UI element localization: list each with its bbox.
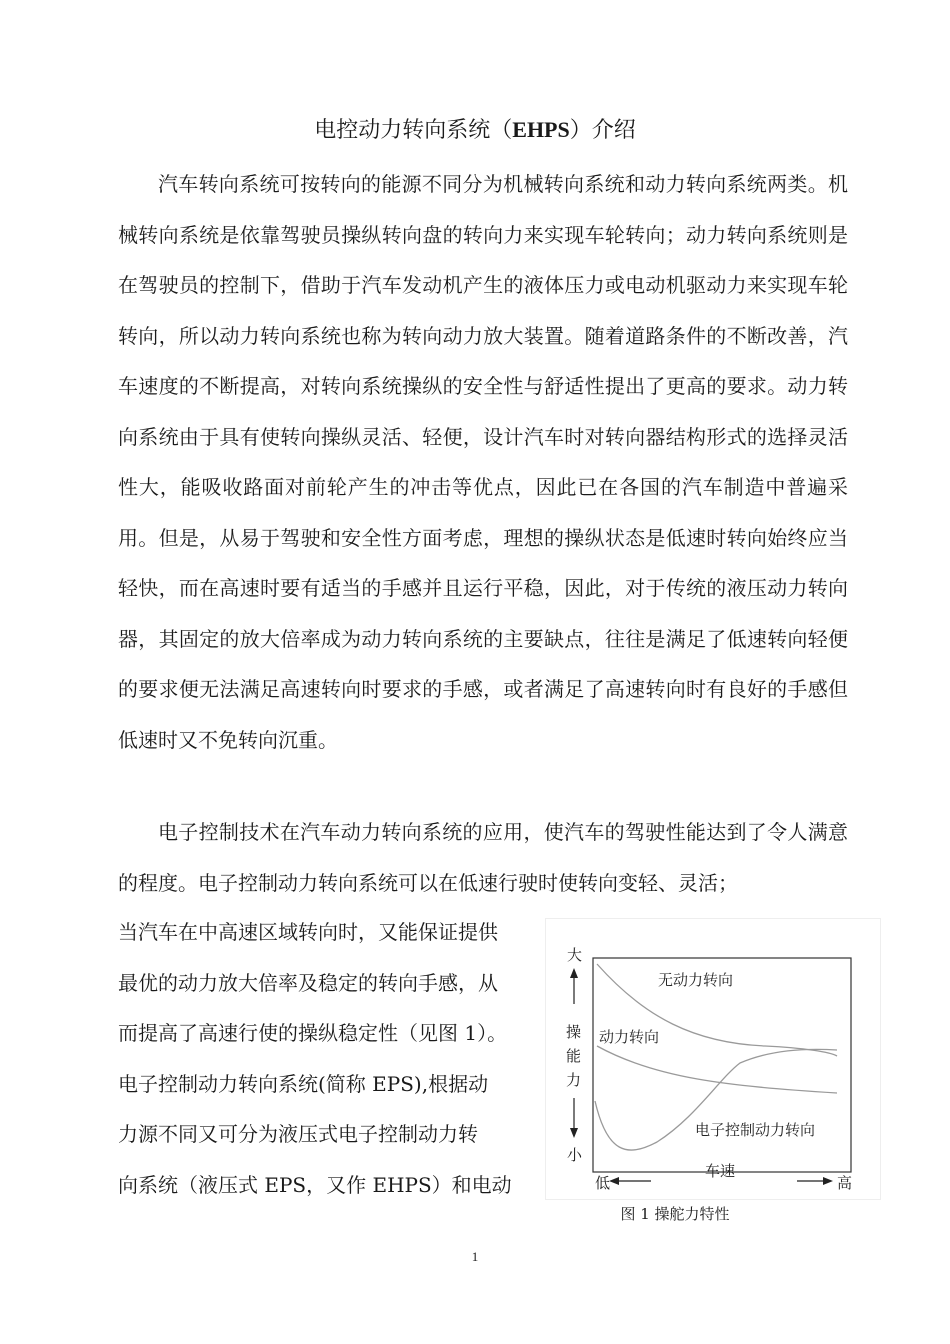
figure-frame [546, 919, 881, 1200]
steering-force-figure [545, 918, 881, 1200]
x-axis-right-label: 高 [837, 1174, 853, 1192]
y-axis-title-char: 力 [566, 1071, 582, 1089]
electronic-power-steering-label: 电子控制动力转向 [695, 1121, 816, 1139]
y-axis-title-char: 能 [566, 1047, 582, 1065]
title-suffix: ）介绍 [569, 118, 636, 143]
figure-caption: 图 1 操舵力特性 [620, 1205, 730, 1223]
right-arrow-icon [823, 1177, 833, 1185]
page-number: 1 [471, 1249, 479, 1264]
left-arrow-icon [609, 1177, 619, 1185]
text-line: 力源不同又可分为液压式电子控制动力转 [118, 1122, 478, 1146]
x-axis-title: 车速 [705, 1162, 736, 1180]
text-line: 最优的动力放大倍率及稳定的转向手感，从 [118, 970, 498, 995]
y-axis-top-label: 大 [567, 946, 583, 964]
up-arrow-icon [570, 968, 578, 978]
page-title [0, 113, 950, 148]
text-line: 电子控制动力转向系统(简称 EPS),根据动 [118, 1071, 489, 1096]
text-line: 当汽车在中高速区域转向时，又能保证提供 [118, 920, 498, 944]
title-acronym: EHPS [512, 117, 570, 142]
power-steering-label: 动力转向 [599, 1028, 660, 1046]
text-line: 向系统（液压式 EPS，又作 EHPS）和电动 [118, 1172, 512, 1197]
x-axis-left-label: 低 [595, 1174, 611, 1192]
y-axis-title-char: 操 [566, 1023, 582, 1041]
no-power-steering-label: 无动力转向 [658, 971, 734, 989]
y-axis-bottom-label: 小 [567, 1146, 583, 1164]
text-line: 而提高了高速行使的操纵稳定性（见图 1）。 [118, 1021, 508, 1045]
paragraph-electronic-control: 电子控制技术在汽车动力转向系统的应用，使汽车的驾驶性能达到了令人满意的程度。电子控制动力转向系统可以在低速行驶时使转向变轻、灵活； [118, 820, 848, 895]
paragraph-intro: 汽车转向系统可按转向的能源不同分为机械转向系统和动力转向系统两类。机械转向系统是依靠驾驶员操纵转向盘的转向力来实现车轮转向；动力转向系统则是在驾驶员的控制下，借助于汽车发动机产生的液体压力或电动机驱动力来实现车轮转向，所以动力转向系统也称为转向动力放大装置。随着道路条件的不断改善，汽车速度的不断提高，对转向系统操纵的安全性与舒适性提出了更高的要求。动力转向系统由于具有使转向操纵灵活、轻便，设计汽车时对转向器结构形式的选择灵活性大，能吸收路面对前轮产生的冲击等优点，因此已在各国的汽车制造中普遍采用。但是，从易于驾驶和安全性方面考虑，理想的操纵状态是低速时转向始终应当轻快，而在高速时要有适当的手感并且运行平稳，因此，对于传统的液压动力转向器，其固定的放大倍率成为动力转向系统的主要缺点，往往是满足了低速转向轻便的要求便无法满足高速转向时要求的手感，或者满足了高速转向时有良好的手感但低速时又不免转向沉重。 [118, 172, 848, 752]
title-prefix: 电控动力转向系统（ [314, 118, 513, 143]
figure-drawing [545, 918, 881, 1200]
down-arrow-icon [570, 1128, 578, 1138]
paragraph-wrap-text [118, 907, 538, 1210]
